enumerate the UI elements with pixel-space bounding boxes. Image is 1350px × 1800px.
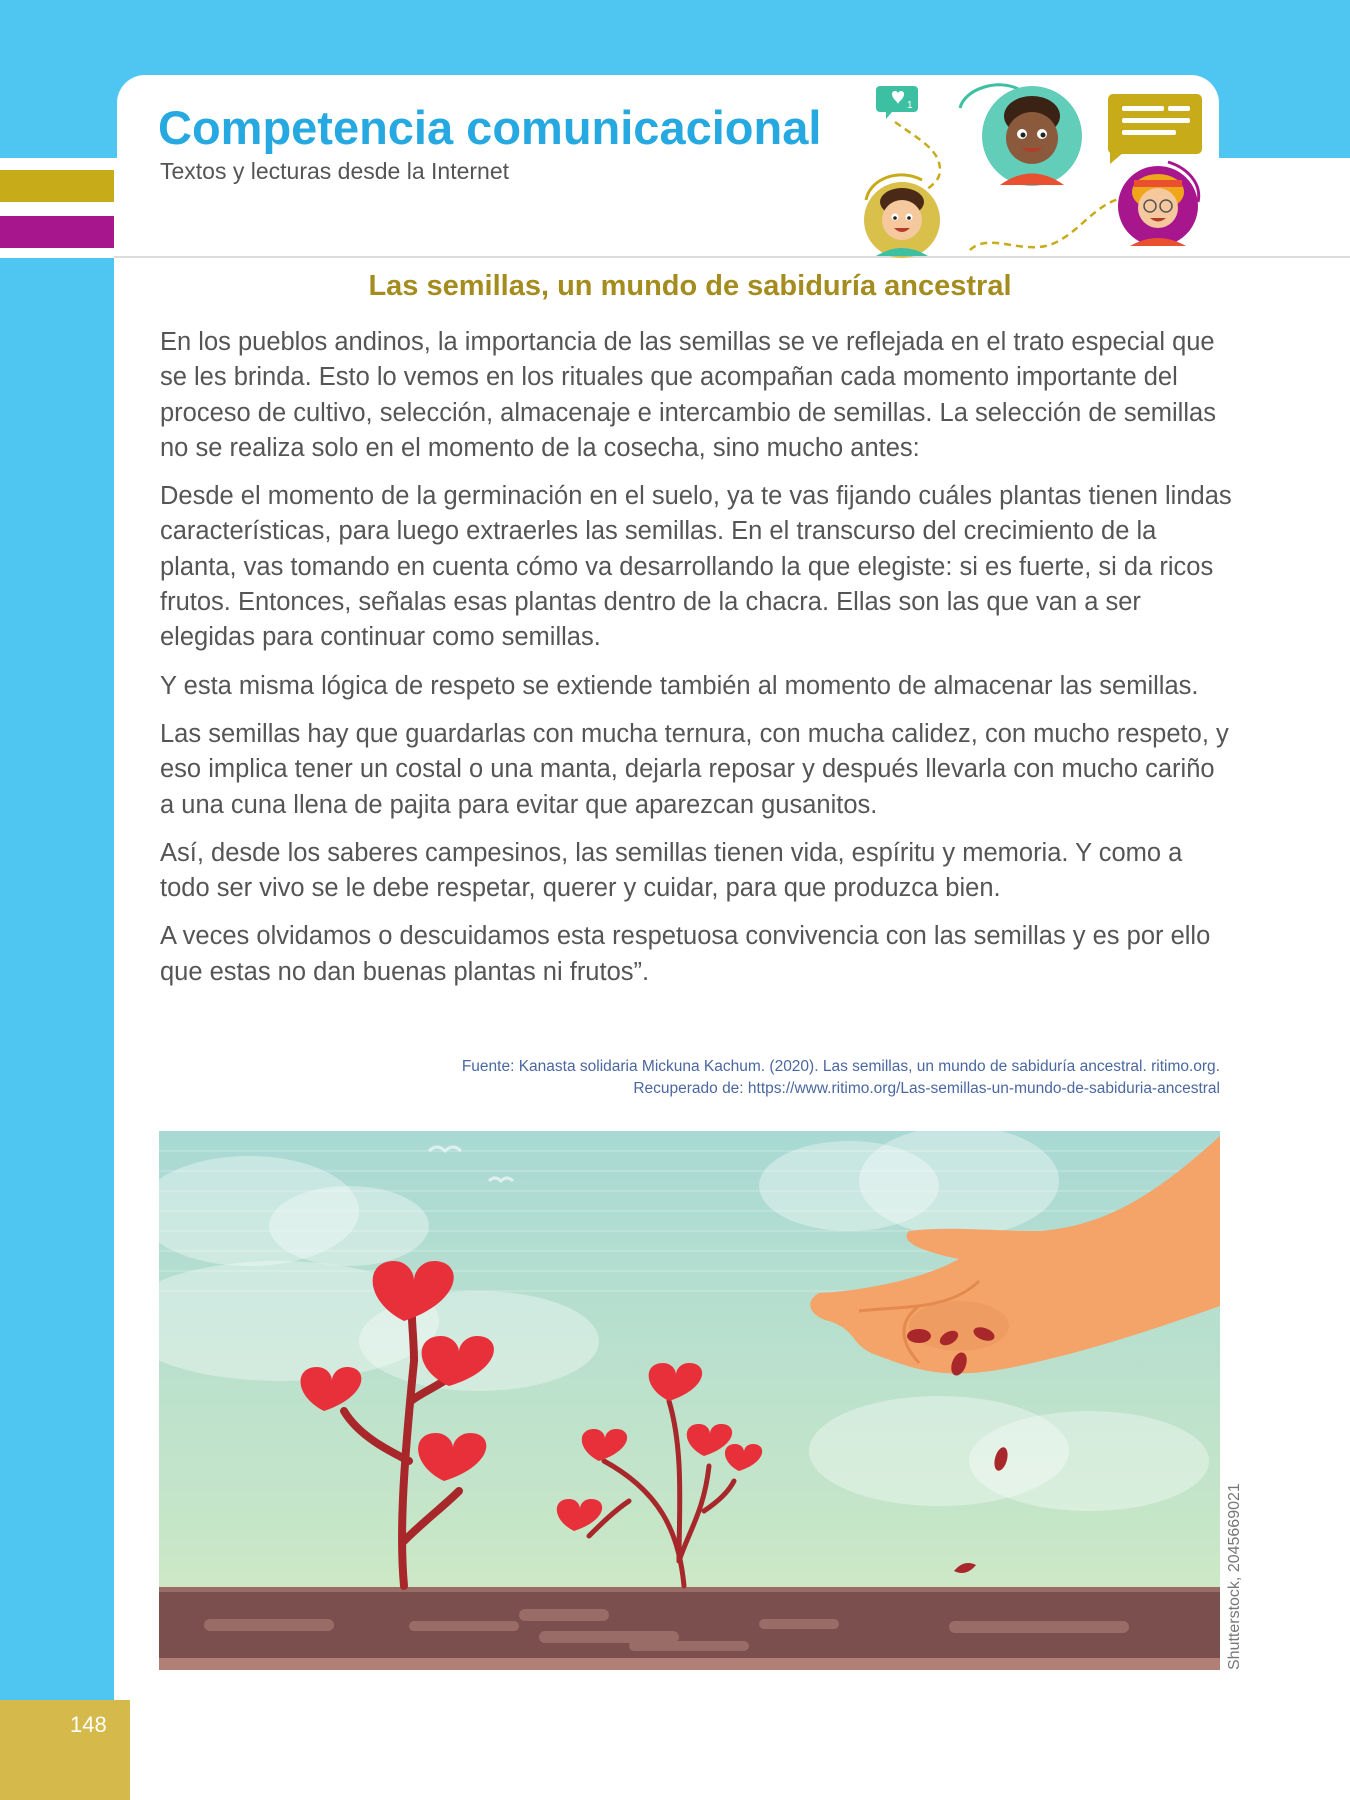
source-line: Fuente: Kanasta solidaria Mickuna Kachum. (2020). Las semillas, un mundo de sabiduría ancestral. ritimo.org. — [461, 1058, 1220, 1075]
notification-count: 1 — [907, 100, 913, 111]
girl-avatar-icon — [1118, 162, 1199, 246]
gold-stripe — [0, 170, 114, 202]
image-credit: Shutterstock, 2045669021 — [1226, 1483, 1243, 1670]
paragraph: Así, desde los saberes campesinos, las semillas tienen vida, espíritu y memoria. Y como a todo ser vivo se le debe respetar, querer y cuidar, para que produzca bien. — [160, 838, 1183, 903]
page-number: 148 — [70, 1712, 107, 1737]
section-subtitle: Textos y lecturas desde la Internet — [160, 158, 510, 184]
purple-stripe — [0, 216, 114, 248]
paragraph: Desde el momento de la germinación en el suelo, ya te vas fijando cuáles plantas tienen lindas características, para luego extraerles las semillas. En el transcurso del crecimiento de la planta, vas tomando en cuenta cómo va desarrollando la que elegiste: si es fuerte, si da ricos frutos. Entonces, señalas esas plantas dentro de la chacra. Ellas son las que van a ser elegidas para continuar como semillas. — [160, 482, 1232, 652]
section-title: Competencia comunicacional — [158, 101, 822, 154]
chat-bubble-icon — [1108, 94, 1202, 164]
paragraph: A veces olvidamos o descuidamos esta respetuosa convivencia con las semillas y es por ello que estas no dan buenas plantas ni frutos”. — [160, 922, 1211, 986]
seeds-illustration — [159, 1131, 1220, 1670]
ground — [159, 1587, 1220, 1670]
article-body — [160, 325, 1232, 1003]
header-illustration — [850, 80, 1210, 260]
paragraph: Las semillas hay que guardarlas con mucha ternura, con mucha calidez, con mucho respeto, y eso implica tener un costal o una manta, dejarla reposar y después llevarla con mucho cariño a una cuna llena de pajita para evitar que aparezcan gusanitos. — [160, 719, 1229, 819]
source-url[interactable]: Recuperado de: https://www.ritimo.org/Las-semillas-un-mundo-de-sabiduria-ancestral — [633, 1080, 1220, 1097]
left-color-band — [0, 258, 114, 1700]
paragraph: En los pueblos andinos, la importancia de las semillas se ve reflejada en el trato especial que se les brinda. Esto lo vemos en los rituales que acompañan cada momento importante del proceso de cultivo, selección, almacenaje e intercambio de semillas. La selección de semillas no se realiza solo en el momento de la cosecha, sino mucho antes: — [160, 328, 1216, 462]
like-notification-icon — [876, 86, 918, 119]
source-citation — [400, 1056, 1220, 1100]
page-number-box — [0, 1700, 130, 1800]
boy-avatar-icon — [960, 85, 1082, 186]
article-title: Las semillas, un mundo de sabiduría ancestral — [368, 270, 1012, 302]
paragraph: Y esta misma lógica de respeto se extiende también al momento de almacenar las semillas. — [160, 671, 1199, 700]
